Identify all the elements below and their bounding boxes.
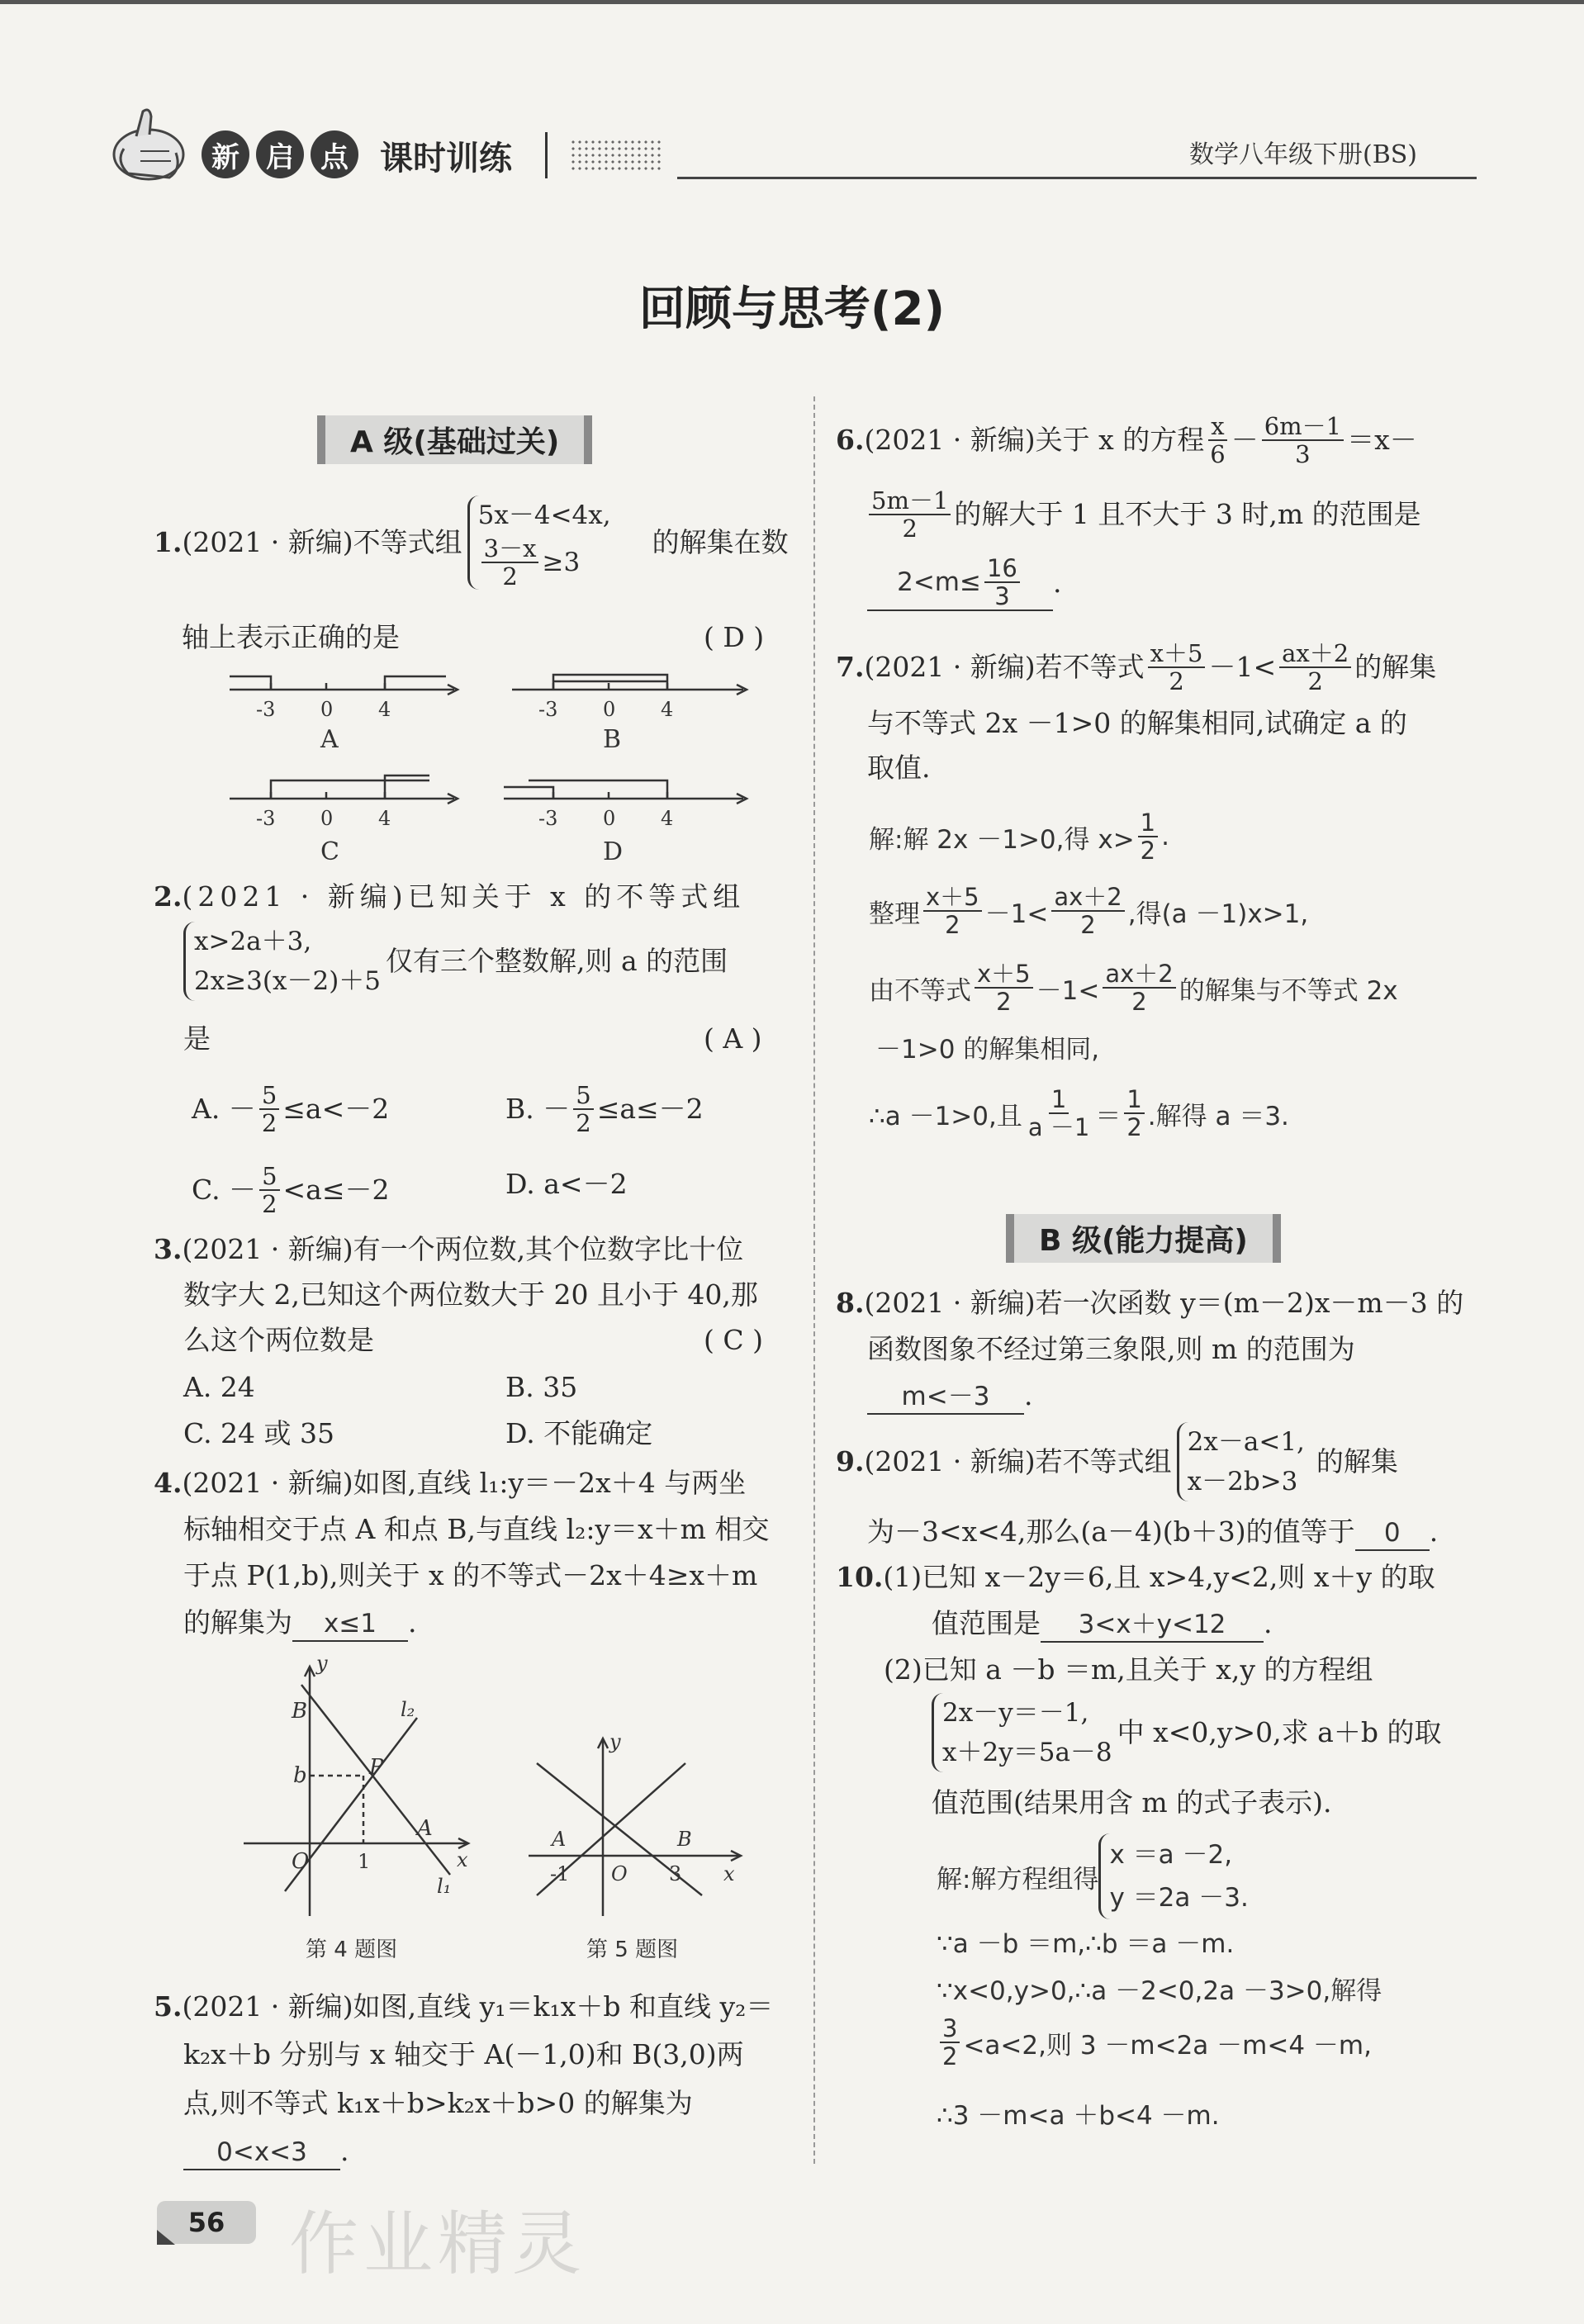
svg-text:l₂: l₂ xyxy=(401,1698,415,1721)
q6-line3: 2<m≤ $\frac{16}{3}$ . xyxy=(867,555,1062,611)
page-number: 56 xyxy=(187,2207,225,2238)
q1-line1 xyxy=(154,496,789,590)
q1-system xyxy=(467,496,611,590)
figure-4 xyxy=(235,1652,483,1924)
q2-answer: ( A ) xyxy=(704,1022,762,1055)
q2-sys2: 2x≥3(x－2)＋5 xyxy=(194,966,382,996)
svg-text:3: 3 xyxy=(669,1862,682,1885)
q7-solution-5: ∴a －1>0,且 $\frac{1}{a -1}$ ＝ $\frac{1}{2}$ .解得 a ＝3. xyxy=(869,1085,1289,1141)
q3-answer: ( C ) xyxy=(704,1324,763,1356)
q7-solution-3: 由不等式 $\frac{x+5}{2}$ －1< $\frac{ax+2}{2}$ 的解集与不等式 2x xyxy=(869,960,1398,1016)
q10-line2: 值范围是 3<x＋y<12 . xyxy=(932,1607,1273,1643)
q5-line2: k₂x＋b 分别与 x 轴交于 A(－1,0)和 B(3,0)两 xyxy=(183,2038,744,2070)
q5-line3: 点,则不等式 k₁x＋b>k₂x＋b>0 的解集为 xyxy=(183,2087,693,2119)
svg-text:-1: -1 xyxy=(550,1862,570,1885)
q2-number: 2. xyxy=(154,880,183,913)
tick-label: 0 xyxy=(603,698,616,721)
q1-sys2-rel: ≥3 xyxy=(542,548,581,577)
q1-tail: 的解集在数 xyxy=(652,526,789,558)
q6-line1: 6. (2021 · 新编)关于 x 的方程 $\frac{x}{6}$ － $\frac{6m-1}{3}$ ＝x－ xyxy=(836,412,1417,468)
q10-part2-line1: (2)已知 a －b ＝m,且关于 x,y 的方程组 xyxy=(884,1653,1373,1686)
q10-solution-2: ∵a －b ＝m,∴b ＝a －m. xyxy=(937,1929,1235,1959)
q2-source: (2021 · 新编)已知关于 x 的不等式组 xyxy=(182,880,746,913)
q4-line1: 4.(2021 · 新编)如图,直线 l₁:y＝－2x＋4 与两坐 xyxy=(154,1467,747,1499)
brand-char: 点 xyxy=(311,130,358,178)
tick-label: 4 xyxy=(661,807,674,830)
q1-sys2-den: 2 xyxy=(502,562,518,590)
q3-line3: 么这个两位数是 xyxy=(183,1324,374,1356)
svg-text:1: 1 xyxy=(358,1850,371,1873)
q6-line2: $\frac{5m-1}{2}$ 的解大于 1 且不大于 3 时,m 的范围是 xyxy=(866,487,1421,542)
figure-5-caption: 第 5 题图 xyxy=(586,1937,679,1962)
header xyxy=(0,0,1584,198)
q4-line3: 于点 P(1,b),则关于 x 的不等式－2x＋4≥x＋m xyxy=(183,1559,758,1591)
q2-option-a: A. － $\frac{5}{2}$ ≤a<－2 xyxy=(192,1081,390,1137)
q3-option-c: C. 24 或 35 xyxy=(183,1417,335,1449)
q10-system: 2x－y＝－1, x＋2y＝5a－8 xyxy=(932,1693,1112,1772)
option-label-d: D xyxy=(603,837,624,866)
q1-source: (2021 · 新编)不等式组 xyxy=(182,526,462,558)
q10-solution-5: ∴3 －m<a ＋b<4 －m. xyxy=(937,2101,1220,2131)
q8-line3: m<－3 . xyxy=(867,1379,1033,1415)
tick-label: -3 xyxy=(538,807,558,830)
q2-system xyxy=(183,922,381,1001)
watermark: 作业精灵 xyxy=(289,2203,587,2284)
q2-line1 xyxy=(154,880,745,913)
q7-line3: 取值. xyxy=(867,752,931,784)
tick-label: -3 xyxy=(256,698,276,721)
q7-solution-1: 解:解 2x －1>0,得 x> $\frac{1}{2}$ . xyxy=(869,809,1169,865)
q4-line2: 标轴相交于点 A 和点 B,与直线 l₂:y＝x＋m 相交 xyxy=(183,1513,770,1545)
option-label-b: B xyxy=(603,725,622,754)
q3-option-a: A. 24 xyxy=(183,1371,255,1403)
figure-4-caption: 第 4 题图 xyxy=(306,1937,398,1962)
option-label-c: C xyxy=(320,837,339,866)
tick-label: 4 xyxy=(378,698,391,721)
q2-sys1: x>2a＋3, xyxy=(194,927,312,956)
q8-line1: 8.(2021 · 新编)若一次函数 y＝(m－2)x－m－3 的 xyxy=(836,1287,1464,1319)
q10-line1: 10.(1)已知 x－2y＝6,且 x>4,y<2,则 x＋y 的取 xyxy=(836,1561,1435,1593)
brand-char: 启 xyxy=(256,130,304,178)
q1-number-lines xyxy=(223,665,752,880)
svg-text:b: b xyxy=(293,1763,307,1788)
q7-solution-4: －1>0 的解集相同, xyxy=(875,1035,1100,1065)
figure-5 xyxy=(520,1730,752,1920)
thumbs-up-icon xyxy=(103,103,194,194)
series-title: 课时训练 xyxy=(380,140,512,178)
q2-tail: 仅有三个整数解,则 a 的范围 xyxy=(386,945,728,977)
q9-line1: 9. (2021 · 新编)若不等式组 2x－a<1, x－2b>3 的解集 xyxy=(836,1422,1398,1501)
q1-answer: ( D ) xyxy=(704,621,765,653)
section-b-heading: B 级(能力提高) xyxy=(1006,1214,1281,1263)
q8-line2: 函数图象不经过第三象限,则 m 的范围为 xyxy=(867,1333,1355,1365)
tick-label: 0 xyxy=(603,807,616,830)
q2-system-row xyxy=(183,922,728,1001)
tick-label: 0 xyxy=(320,698,334,721)
brand-char: 新 xyxy=(202,130,249,178)
svg-text:O: O xyxy=(611,1862,628,1885)
tick-label: 0 xyxy=(320,807,334,830)
q1-number: 1. xyxy=(154,526,183,558)
q2-option-c: C. － $\frac{5}{2}$ <a≤－2 xyxy=(192,1162,390,1218)
q1-line2: 轴上表示正确的是 xyxy=(182,621,400,653)
q5-line1: 5.(2021 · 新编)如图,直线 y₁＝k₁x＋b 和直线 y₂＝ xyxy=(154,1990,774,2023)
page-title: 回顾与思考(2) xyxy=(638,282,946,336)
q10-part2-line3: 值范围(结果用含 m 的式子表示). xyxy=(932,1786,1332,1819)
brand-circles xyxy=(202,130,358,178)
q9-answer: 0 xyxy=(1355,1516,1430,1551)
q4-answer: x≤1 xyxy=(292,1607,408,1642)
q5-answer: 0<x<3 xyxy=(183,2136,340,2170)
q10-answer-1: 3<x＋y<12 xyxy=(1041,1608,1264,1643)
svg-text:P: P xyxy=(369,1755,384,1780)
column-divider xyxy=(813,396,815,2164)
q10-solution-4: $\frac{3}{2}$ <a<2,则 3 －m<2a －m<4 －m, xyxy=(937,2015,1372,2070)
svg-text:x: x xyxy=(723,1862,735,1885)
q9-line2: 为－3<x<4,那么(a－4)(b＋3)的值等于 0 . xyxy=(867,1515,1438,1551)
q7-line1: 7. (2021 · 新编)若不等式 $\frac{x+5}{2}$ －1< $\frac{ax+2}{2}$ 的解集 xyxy=(836,639,1437,695)
tick-label: 4 xyxy=(661,698,674,721)
q3-line1: 3.(2021 · 新编)有一个两位数,其个位数字比十位 xyxy=(154,1233,744,1265)
svg-text:B: B xyxy=(292,1699,308,1724)
q3-line2: 数字大 2,已知这个两位数大于 20 且小于 40,那 xyxy=(183,1278,758,1311)
q10-solution-3: ∵x<0,y>0,∴a －2<0,2a －3>0,解得 xyxy=(937,1976,1382,2006)
q7-line2: 与不等式 2x －1>0 的解集相同,试确定 a 的 xyxy=(867,707,1407,739)
tick-label: -3 xyxy=(538,698,558,721)
q6-answer: 2<m≤ $\frac{16}{3}$ xyxy=(867,555,1053,611)
option-label-a: A xyxy=(320,725,339,754)
corner-mark xyxy=(157,2230,175,2245)
tick-label: 4 xyxy=(378,807,391,830)
svg-text:y: y xyxy=(316,1652,328,1675)
subject-label: 数学八年级下册(BS) xyxy=(1189,140,1418,169)
q2-option-b: B. － $\frac{5}{2}$ ≤a≤－2 xyxy=(505,1081,704,1137)
q1-sys1: 5x－4<4x, xyxy=(477,500,611,530)
q10-part2-line2: 2x－y＝－1, x＋2y＝5a－8 中 x<0,y>0,求 a＋b 的取 xyxy=(932,1693,1441,1772)
tick-label: -3 xyxy=(256,807,276,830)
svg-text:A: A xyxy=(417,1816,433,1841)
q2-line3: 是 xyxy=(183,1022,211,1055)
svg-text:l₁: l₁ xyxy=(437,1875,452,1898)
svg-text:O: O xyxy=(292,1849,310,1874)
q8-answer: m<－3 xyxy=(867,1380,1024,1415)
q7-solution-2: 整理 $\frac{x+5}{2}$ －1< $\frac{ax+2}{2}$ ,得(a －1)x>1, xyxy=(869,883,1309,939)
q3-option-d: D. 不能确定 xyxy=(505,1417,653,1449)
q10-solution-1: 解:解方程组得 x ＝a －2, y ＝2a －3. xyxy=(937,1833,1249,1919)
svg-text:B: B xyxy=(677,1828,692,1851)
q9-system: 2x－a<1, x－2b>3 xyxy=(1177,1422,1305,1501)
svg-text:A: A xyxy=(552,1828,567,1851)
q2-option-d: D. a<－2 xyxy=(505,1168,628,1200)
svg-text:y: y xyxy=(609,1730,621,1753)
q1-sys2-num: 3－x xyxy=(481,535,539,563)
dot-pattern xyxy=(570,139,661,172)
q4-line4: 的解集为 x≤1 . xyxy=(183,1606,417,1642)
svg-text:x: x xyxy=(457,1848,468,1871)
q5-line4: 0<x<3 . xyxy=(183,2135,349,2170)
section-a-heading: A 级(基础过关) xyxy=(317,415,592,464)
q3-option-b: B. 35 xyxy=(505,1371,578,1403)
